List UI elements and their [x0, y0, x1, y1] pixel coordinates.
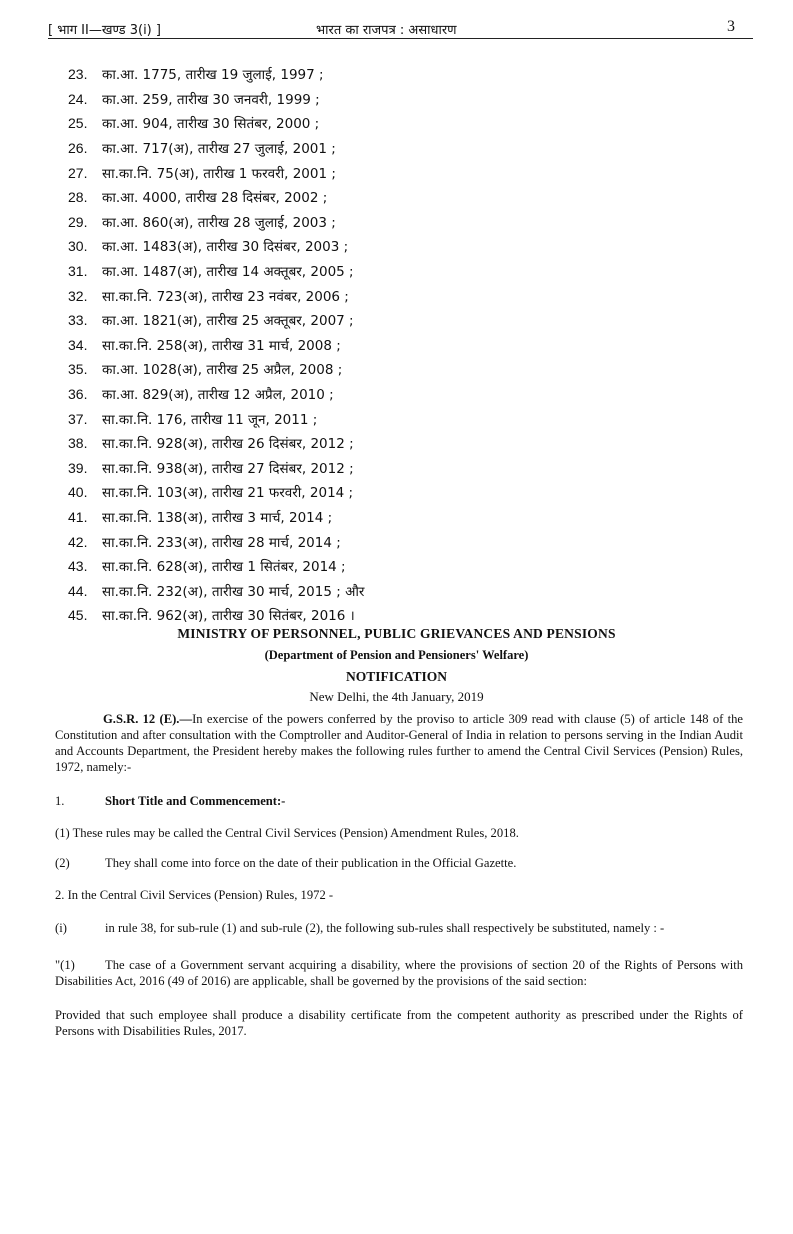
- list-item-number: 24.: [68, 90, 88, 107]
- list-item-number: 42.: [68, 533, 88, 550]
- clause-1: [55, 825, 743, 841]
- list-item: [68, 234, 488, 259]
- clause-2-text: They shall come into force on the date of their publication in the Official Gazette.: [105, 856, 517, 870]
- section-2-text: In the Central Civil Services (Pension) Rules, 1972 -: [67, 888, 334, 902]
- list-item-number: 45.: [68, 607, 88, 624]
- list-item-text: सा.का.नि. 103(अ), तारीख 21 फरवरी, 2014 ;: [102, 485, 354, 502]
- list-item-text: का.आ. 1821(अ), तारीख 25 अक्तूबर, 2007 ;: [102, 313, 354, 330]
- list-item-text: का.आ. 1775, तारीख 19 जुलाई, 1997 ;: [102, 67, 324, 84]
- list-item-text: सा.का.नि. 928(अ), तारीख 26 दिसंबर, 2012 ;: [102, 436, 354, 453]
- list-item-text: सा.का.नि. 232(अ), तारीख 30 मार्च, 2015 ; और: [102, 583, 365, 600]
- department-heading: (Department of Pension and Pensioners' Welfare): [264, 648, 529, 662]
- list-item: [68, 160, 488, 185]
- list-item-text: का.आ. 259, तारीख 30 जनवरी, 1999 ;: [102, 91, 320, 108]
- list-item-number: 36.: [68, 386, 88, 403]
- list-item-number: 43.: [68, 558, 88, 575]
- list-item: [68, 603, 488, 628]
- list-item-text: सा.का.नि. 75(अ), तारीख 1 फरवरी, 2001 ;: [102, 165, 336, 182]
- intro-text: In exercise of the powers conferred by the proviso to article 309 read with clause (5) of article 148 of the Constitution and after consultation with the Comptroller and Auditor-General of India in relation to persons serving in the Indian Audit and Accounts Department, the President hereby makes the following rules further to amend the Central Civil Services (Pension) Rules, 1972, namely:-: [55, 712, 743, 774]
- list-item-text: सा.का.नि. 962(अ), तारीख 30 सितंबर, 2016 ।: [102, 608, 355, 625]
- list-item-number: 23.: [68, 66, 88, 83]
- intro-paragraph: [55, 711, 743, 775]
- notification-date: New Delhi, the 4th January, 2019: [309, 689, 484, 704]
- list-item-text: सा.का.नि. 233(अ), तारीख 28 मार्च, 2014 ;: [102, 534, 341, 551]
- list-item-text: का.आ. 717(अ), तारीख 27 जुलाई, 2001 ;: [102, 141, 336, 158]
- subrule-1: [55, 957, 743, 989]
- list-item: [68, 111, 488, 136]
- notification-list: [68, 62, 488, 628]
- item-i-label: (i): [55, 921, 67, 935]
- list-item: [68, 578, 488, 603]
- list-item: [68, 406, 488, 431]
- list-item: [68, 554, 488, 579]
- ministry-heading: MINISTRY OF PERSONNEL, PUBLIC GRIEVANCES AND PENSIONS: [177, 626, 616, 641]
- list-item-number: 40.: [68, 484, 88, 501]
- section-2: [55, 887, 743, 903]
- list-item-text: सा.का.नि. 176, तारीख 11 जून, 2011 ;: [102, 411, 318, 428]
- notification-title: NOTIFICATION: [345, 669, 447, 684]
- list-item: [68, 87, 488, 112]
- header-gazette-title: भारत का राजपत्र : असाधारण: [316, 23, 457, 38]
- list-item: [68, 431, 488, 456]
- list-item-number: 35.: [68, 361, 88, 378]
- list-item-number: 44.: [68, 582, 88, 599]
- list-item-text: सा.का.नि. 723(अ), तारीख 23 नवंबर, 2006 ;: [102, 288, 349, 305]
- list-item: [68, 529, 488, 554]
- header-rule: [48, 38, 753, 39]
- list-item-number: 41.: [68, 508, 88, 525]
- header-part-label: [ भाग II—खण्ड 3(i) ]: [48, 23, 161, 38]
- list-item-text: का.आ. 860(अ), तारीख 28 जुलाई, 2003 ;: [102, 214, 336, 231]
- proviso-paragraph: Provided that such employee shall produce a disability certificate from the competent authority as prescribed under the Rights of Persons with Disabilities Rules, 2017.: [55, 1008, 743, 1038]
- list-item: [68, 308, 488, 333]
- page-header: [48, 18, 753, 40]
- gsr-reference: G.S.R. 12 (E).—: [103, 712, 193, 726]
- list-item-number: 34.: [68, 336, 88, 353]
- subrule-1-text: The case of a Government servant acquiring a disability, where the provisions of section 20 of the Rights of Persons with Disabilities Act, 2016 (49 of 2016) are applicable, shall be governed by the provisions of the said section:: [55, 958, 743, 988]
- list-item-number: 33.: [68, 312, 88, 329]
- list-item-text: का.आ. 1487(अ), तारीख 14 अक्तूबर, 2005 ;: [102, 264, 354, 281]
- item-i-text: in rule 38, for sub-rule (1) and sub-rule (2), the following sub-rules shall respectively be substituted, namely : -: [105, 921, 665, 935]
- list-item: [68, 136, 488, 161]
- list-item-number: 25.: [68, 115, 88, 132]
- section-1-label: 1.: [55, 794, 65, 808]
- subrule-1-label: "(1): [55, 958, 75, 972]
- list-item-text: का.आ. 829(अ), तारीख 12 अप्रैल, 2010 ;: [102, 387, 334, 404]
- list-item-number: 39.: [68, 459, 88, 476]
- clause-1-text: These rules may be called the Central Civil Services (Pension) Amendment Rules, 2018.: [72, 826, 519, 840]
- list-item: [68, 480, 488, 505]
- clause-2-label: (2): [55, 856, 70, 870]
- list-item-text: का.आ. 904, तारीख 30 सितंबर, 2000 ;: [102, 116, 320, 133]
- list-item: [68, 357, 488, 382]
- list-item-text: सा.का.नि. 938(अ), तारीख 27 दिसंबर, 2012 ;: [102, 460, 354, 477]
- list-item-number: 31.: [68, 263, 88, 280]
- list-item-text: का.आ. 1483(अ), तारीख 30 दिसंबर, 2003 ;: [102, 239, 349, 256]
- list-item: [68, 259, 488, 284]
- list-item-number: 37.: [68, 410, 88, 427]
- list-item: [68, 185, 488, 210]
- page-number: 3: [727, 18, 735, 35]
- list-item-number: 30.: [68, 238, 88, 255]
- list-item: [68, 382, 488, 407]
- list-item-number: 27.: [68, 164, 88, 181]
- list-item-text: सा.का.नि. 258(अ), तारीख 31 मार्च, 2008 ;: [102, 337, 341, 354]
- list-item-number: 38.: [68, 435, 88, 452]
- list-item: [68, 283, 488, 308]
- clause-1-label: (1): [55, 826, 70, 840]
- list-item: [68, 62, 488, 87]
- list-item: [68, 505, 488, 530]
- list-item: [68, 456, 488, 481]
- list-item-number: 32.: [68, 287, 88, 304]
- list-item-number: 26.: [68, 140, 88, 157]
- list-item-number: 29.: [68, 213, 88, 230]
- list-item: [68, 210, 488, 235]
- section-1-title: Short Title and Commencement:-: [105, 794, 286, 808]
- list-item-text: सा.का.नि. 628(अ), तारीख 1 सितंबर, 2014 ;: [102, 559, 346, 576]
- list-item: [68, 333, 488, 358]
- list-item-number: 28.: [68, 189, 88, 206]
- list-item-text: सा.का.नि. 138(अ), तारीख 3 मार्च, 2014 ;: [102, 509, 333, 526]
- list-item-text: का.आ. 4000, तारीख 28 दिसंबर, 2002 ;: [102, 190, 328, 207]
- list-item-text: का.आ. 1028(अ), तारीख 25 अप्रैल, 2008 ;: [102, 362, 343, 379]
- section-2-label: 2.: [55, 888, 65, 902]
